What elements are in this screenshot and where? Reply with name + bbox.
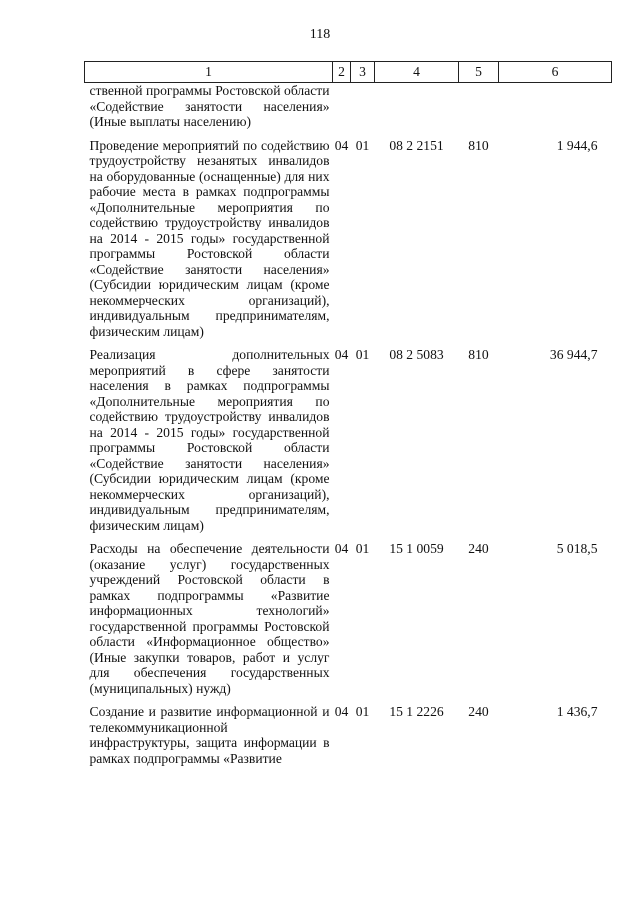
row-subsection: 01 [355,704,370,719]
row-description: Реализация дополнительных мероприятий в сфере занятости населения в рамках подпрограммы «Дополнительные мероприятия по содействию трудоустройству инвалидов на 2014 - 2015 годы» государственной программы Ростовской области «Содействие занятости населения» (Субсидии юридическим лицам (кроме некоммерческих организаций), индивидуальным предпринимателям, физическим лицам) [89,347,330,533]
row-subsection: 01 [355,541,370,556]
column-header: 2 [333,62,351,83]
row-description: Расходы на обеспечение деятельности (оказание услуг) государственных учреждений Ростовской области в рамках подпрограммы «Развитие информационных технологий» государственной программы Ростовской области «Информационное общество» (Иные закупки товаров, работ и услуг для обеспечения государственных (муниципальных) нужд) [89,541,330,696]
row-description: ственной программы Ростовской области «Содействие занятости населения» (Иные выплаты населению) [89,83,330,129]
table-row [85,130,612,340]
page-number: 118 [309,27,331,42]
row-section: 04 [334,541,349,556]
column-header: 5 [459,62,499,83]
row-amount: 5 018,5 [556,541,598,556]
row-subsection [351,83,375,130]
row-amount [499,83,612,130]
row-expense-type: 240 [468,541,489,556]
header-row [85,62,612,83]
row-amount: 36 944,7 [549,347,598,362]
column-header: 3 [351,62,375,83]
row-expense-type [459,83,499,130]
column-header: 4 [375,62,459,83]
row-target-article: 08 2 5083 [389,347,444,362]
column-header: 1 [85,62,333,83]
table-body [85,83,612,767]
row-section: 04 [334,704,349,719]
table-row [85,83,612,130]
row-amount: 1 944,6 [556,137,598,153]
row-section [333,83,351,130]
table-row [85,339,612,533]
row-amount: 1 436,7 [556,704,598,719]
row-section: 04 [334,137,349,153]
row-expense-type: 810 [468,137,489,153]
row-description: Проведение мероприятий по содействию трудоустройству незанятых инвалидов на оборудованные (оснащенные) для них рабочие места в рамках подпрограммы «Дополнительные мероприятия по содействию трудоустройству инвалидов на 2014 - 2015 годы» государственной программы Ростовской области «Содействие занятости населения» (Субсидии юридическим лицам (кроме некоммерческих организаций), индивидуальным предпринимателям, физическим лицам) [89,137,330,339]
table-row [85,696,612,766]
row-target-article [375,83,459,130]
budget-table [84,61,612,766]
table-row [85,533,612,696]
row-section: 04 [334,347,349,362]
row-expense-type: 810 [468,347,489,362]
row-target-article: 15 1 0059 [389,541,444,556]
row-description: Создание и развитие информационной и телекоммуникационной инфраструктуры, защита информации в рамках подпрограммы «Развитие [89,704,330,766]
row-target-article: 08 2 2151 [389,137,444,153]
column-header: 6 [499,62,612,83]
row-subsection: 01 [355,347,370,362]
row-subsection: 01 [355,137,370,153]
row-target-article: 15 1 2226 [389,704,444,719]
table-header [85,62,612,83]
row-expense-type: 240 [468,704,489,719]
